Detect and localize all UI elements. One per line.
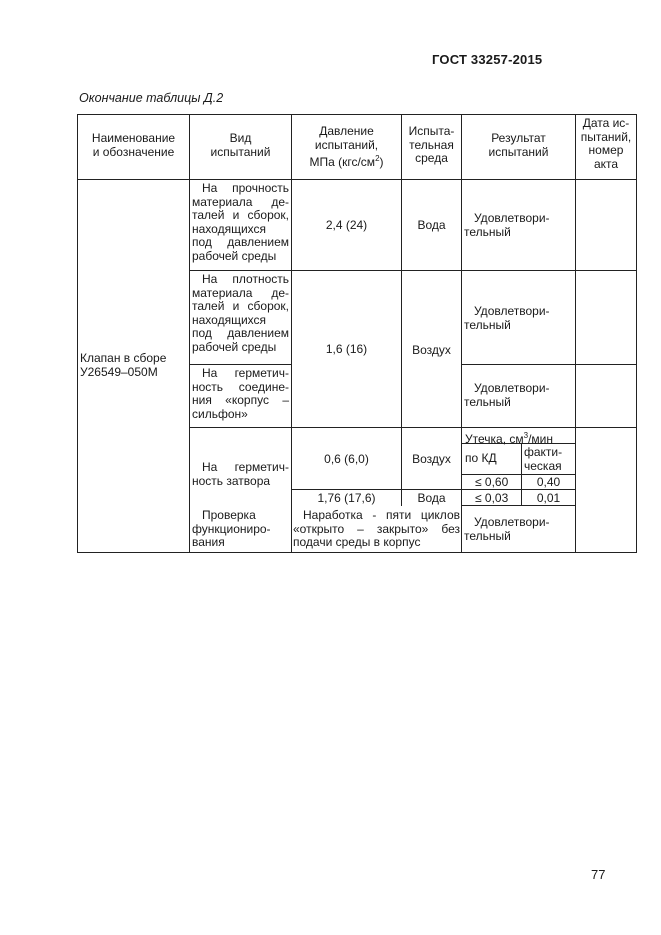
table-border-bottom: [77, 552, 636, 553]
column-divider: [461, 506, 462, 553]
test-function-check: Проверка функциониро- вания: [192, 508, 271, 550]
medium-value: Воздух: [412, 343, 451, 357]
table-border-left: [77, 114, 78, 553]
column-divider: [575, 114, 576, 553]
result-value: Удовлетвори- тельный: [464, 515, 550, 543]
column-divider: [189, 114, 190, 553]
header-pressure: Давление испытаний, МПа $(кгс/см^2)$: [309, 124, 384, 170]
function-description: Наработка - пяти циклов «открыто – закрыто» без подачи среды в корпус: [293, 508, 460, 550]
test-gate-seal: На герметич- ность затвора: [192, 460, 289, 488]
result-value: Удовлетвори- тельный: [464, 381, 550, 409]
column-divider: [401, 114, 402, 506]
row-divider: [461, 364, 636, 365]
table-border-top: [77, 114, 636, 115]
column-divider: [461, 114, 462, 506]
result-value: Удовлетвори- тельный: [464, 211, 550, 239]
medium-value: Вода: [417, 218, 446, 232]
pressure-value: 2,4 (24): [325, 218, 368, 232]
row-divider: [189, 364, 291, 365]
document-code: ГОСТ 33257-2015: [432, 52, 543, 67]
pressure-value: 1,76 (17,6): [317, 491, 376, 505]
leak-actual-value: 0,01: [536, 491, 561, 505]
header-result: Результат испытаний: [488, 131, 549, 159]
pressure-value: 1,6 (16): [325, 342, 368, 356]
leak-actual-value: 0,40: [536, 475, 561, 489]
row-divider: [189, 270, 636, 271]
page-number: 77: [591, 867, 606, 882]
test-bellows-seal: На герметич- ность соедине- ния «корпус – сильфон»: [192, 366, 289, 421]
header-name: Наименование и обозначение: [91, 131, 176, 159]
header-divider: [77, 179, 636, 180]
medium-value: Вода: [417, 491, 446, 505]
leak-kd-value: ≤ 0,03: [475, 491, 509, 505]
leak-kd-value: ≤ 0,60: [475, 475, 509, 489]
pressure-value: 0,6 (6,0): [324, 452, 369, 466]
leak-header: Утечка, $см^3$/мин: [465, 431, 553, 446]
header-medium: Испыта- тельная среда: [408, 124, 455, 166]
table-caption: Окончание таблицы Д.2: [79, 91, 224, 105]
item-name: Клапан в сборе У26549–050М: [80, 351, 167, 379]
medium-value: Воздух: [412, 452, 451, 466]
table-border-right: [636, 114, 637, 553]
header-date: Дата ис- пытаний, номер акта: [580, 116, 632, 171]
column-divider: [291, 114, 292, 553]
result-value: Удовлетвори- тельный: [464, 304, 550, 332]
leak-col-kd: по КД: [465, 451, 497, 465]
test-density: На плотность материала де- талей и сборок, находящихся под давлением рабочей среды: [192, 272, 289, 354]
row-divider: [189, 427, 636, 428]
test-strength: На прочность материала де- талей и сборок, находящихся под давлением рабочей среды: [192, 181, 289, 263]
header-test-type: Вид испытаний: [210, 131, 271, 159]
leak-col-actual: факти- ческая: [524, 445, 563, 473]
